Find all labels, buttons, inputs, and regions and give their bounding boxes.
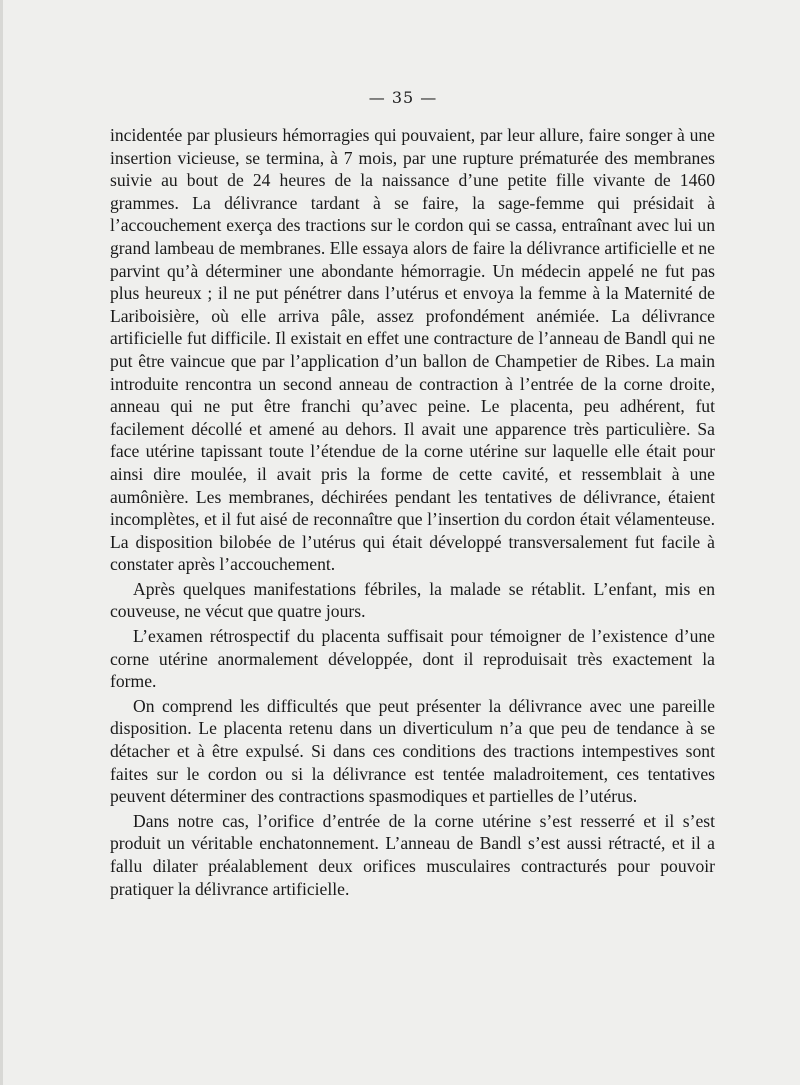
paragraph-4: On comprend les difficultés que peut présenter la délivrance avec une pareille disposition. Le placenta retenu dans un diverticulum n’a que peu de tendance à se détacher et à être expulsé. Si dans ces conditions des tractions intempestives sont faites sur le cordon ou si la délivrance est tentée maladroitement, ces tentatives peuvent déterminer des contractions spasmodiques et partielles de l’utérus. [110, 695, 715, 807]
body-text [110, 124, 715, 902]
paragraph-2: Après quelques manifestations fébriles, la malade se rétablit. L’enfant, mis en couveuse, ne vécut que quatre jours. [110, 578, 715, 622]
page-number: — 35 — [368, 88, 438, 107]
paragraph-3: L’examen rétrospectif du placenta suffisait pour témoigner de l’existence d’une corne utérine anormalement développée, dont il reproduisait très exactement la forme. [110, 626, 715, 692]
paragraph-1: incidentée par plusieurs hémorragies qui pouvaient, par leur allure, faire songer à une insertion vicieuse, se termina, à 7 mois, par une rupture prématurée des membranes suivie au bout de 24 heures de la naissance d’une petite fille vivante de 1460 grammes. La délivrance tardant à se faire, la sage-femme qui présidait à l’accouchement exerça des tractions sur le cordon qui se cassa, entraînant avec lui un grand lambeau de membranes. Elle essaya alors de faire la délivrance artificielle et ne parvint qu’à déterminer une abondante hémorragie. Un médecin appelé ne fut pas plus heureux ; il ne put pénétrer dans l’utérus et envoya la femme à la Maternité de Lariboisière, où elle arriva pâle, assez profondément anémiée. La délivrance artificielle fut difficile. Il existait en effet une contracture de l’anneau de Bandl qui ne put être vaincue que par l’application d’un ballon de Champetier de Ribes. La main introduite rencontra un second anneau de contraction à l’entrée de la corne droite, anneau qui ne put être franchi qu’avec peine. Le placenta, peu adhérent, fut facilement décollé et amené au dehors. Il avait une apparence très particulière. Sa face utérine tapissant toute l’étendue de la corne utérine sur laquelle elle était pour ainsi dire moulée, il avait pris la forme de cette cavité, et ressemblait à une aumônière. Les membranes, déchirées pendant les tentatives de délivrance, étaient incomplètes, et il fut aisé de reconnaître que l’insertion du cordon était vélamenteuse. La disposition bilobée de l’utérus qui était développé transversalement fut facile à constater après l’accouchement. [110, 125, 715, 575]
paragraph-5: Dans notre cas, l’orifice d’entrée de la corne utérine s’est resserré et il s’est produit un véritable enchatonnement. L’anneau de Bandl s’est aussi rétracté, et il a fallu dilater préalablement deux orifices musculaires contracturés pour pouvoir pratiquer la délivrance artificielle. [110, 810, 715, 899]
